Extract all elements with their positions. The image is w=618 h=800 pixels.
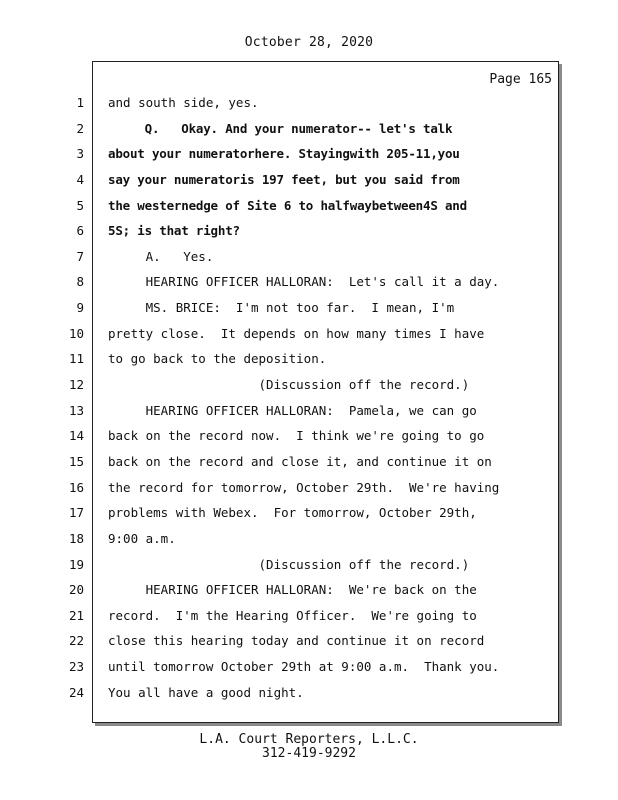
line-number: 15 — [68, 453, 84, 469]
line-text: problems with Webex. For tomorrow, October 29th, — [108, 505, 477, 521]
transcript-line — [0, 116, 618, 142]
line-number: 16 — [68, 479, 84, 495]
transcript-lines — [0, 90, 618, 705]
transcript-line — [0, 552, 618, 578]
line-number: 3 — [76, 146, 84, 162]
transcript-line — [0, 680, 618, 706]
line-text: (Discussion off the record.) — [108, 556, 470, 572]
transcript-line — [0, 269, 618, 295]
reporter-phone: 312-419-9292 — [262, 746, 356, 761]
reporter-footer — [0, 733, 618, 761]
line-number: 22 — [68, 633, 84, 649]
transcript-line — [0, 577, 618, 603]
transcript-line — [0, 603, 618, 629]
line-text: the westernedge of Site 6 to halfwaybetween4S and — [108, 197, 467, 213]
line-text: You all have a good night. — [108, 684, 304, 700]
line-text: pretty close. It depends on how many times I have — [108, 325, 485, 341]
line-number: 24 — [68, 684, 84, 700]
line-text: 5S; is that right? — [108, 223, 240, 239]
line-text: and south side, yes. — [108, 95, 259, 110]
reporter-company: L.A. Court Reporters, L.L.C. — [199, 732, 419, 747]
line-number: 14 — [68, 428, 84, 444]
line-number: 5 — [76, 197, 84, 213]
line-number: 12 — [68, 377, 84, 393]
line-text: HEARING OFFICER HALLORAN: Let's call it a day. — [108, 274, 500, 290]
line-number: 21 — [68, 607, 84, 623]
line-text: A. Yes. — [108, 248, 214, 264]
transcript-line — [0, 295, 618, 321]
transcript-line — [0, 321, 618, 347]
line-number: 11 — [68, 351, 84, 367]
transcript-line — [0, 423, 618, 449]
line-text: about your numeratorhere. Stayingwith 205-11,you — [108, 146, 460, 162]
line-number: 13 — [68, 402, 84, 418]
transcript-line — [0, 500, 618, 526]
transcript-line — [0, 372, 618, 398]
line-text: until tomorrow October 29th at 9:00 a.m. Thank you. — [108, 659, 500, 675]
transcript-line — [0, 449, 618, 475]
line-text: record. I'm the Hearing Officer. We're going to — [108, 607, 477, 623]
line-number: 18 — [68, 530, 84, 546]
line-number: 1 — [76, 95, 84, 110]
transcript-line — [0, 141, 618, 167]
transcript-line — [0, 218, 618, 244]
transcript-line — [0, 90, 618, 116]
line-number: 23 — [68, 659, 84, 675]
line-text: HEARING OFFICER HALLORAN: Pamela, we can go — [108, 402, 477, 418]
line-text: the record for tomorrow, October 29th. We're having — [108, 479, 500, 495]
line-text: MS. BRICE: I'm not too far. I mean, I'm — [108, 300, 455, 316]
transcript-line — [0, 654, 618, 680]
transcript-line — [0, 475, 618, 501]
transcript-line — [0, 526, 618, 552]
line-number: 9 — [76, 300, 84, 316]
line-text: back on the record and close it, and continue it on — [108, 453, 492, 469]
line-number: 17 — [68, 505, 84, 521]
line-text: HEARING OFFICER HALLORAN: We're back on the — [108, 582, 477, 598]
line-number: 4 — [76, 171, 84, 187]
transcript-line — [0, 628, 618, 654]
transcript-date: October 28, 2020 — [244, 35, 374, 50]
line-text: say your numeratoris 197 feet, but you said from — [108, 171, 460, 187]
page-number: Page 165 — [489, 72, 552, 87]
transcript-line — [0, 398, 618, 424]
line-number: 10 — [68, 325, 84, 341]
transcript-line — [0, 167, 618, 193]
line-number: 8 — [76, 274, 84, 290]
line-number: 2 — [76, 120, 84, 136]
transcript-line — [0, 193, 618, 219]
line-text: close this hearing today and continue it on record — [108, 633, 485, 649]
transcript-line — [0, 244, 618, 270]
transcript-line — [0, 346, 618, 372]
line-text: Q. Okay. And your numerator-- let's talk — [108, 120, 453, 136]
line-number: 7 — [76, 248, 84, 264]
line-text: 9:00 a.m. — [108, 530, 176, 546]
line-number: 19 — [68, 556, 84, 572]
line-text: back on the record now. I think we're going to go — [108, 428, 485, 444]
line-number: 6 — [76, 223, 84, 239]
line-text: (Discussion off the record.) — [108, 377, 470, 393]
line-number: 20 — [68, 582, 84, 598]
line-text: to go back to the deposition. — [108, 351, 327, 367]
